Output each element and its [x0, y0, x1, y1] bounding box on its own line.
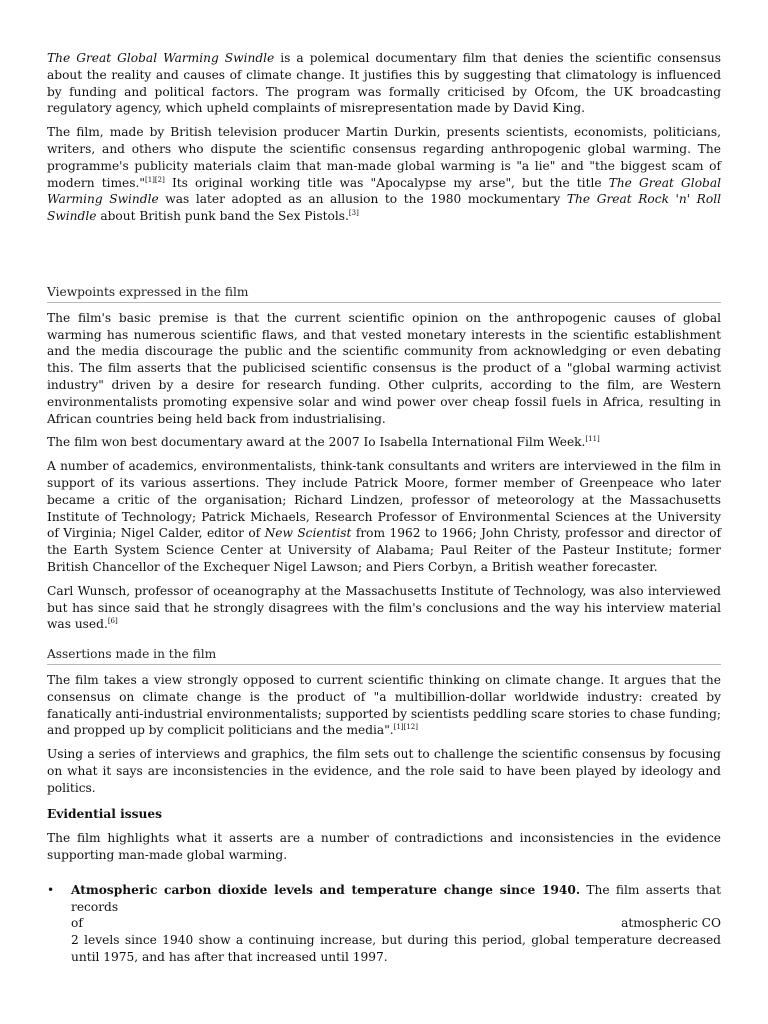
subheading-evidential-issues: Evidential issues	[47, 807, 162, 822]
list-item: • Atmospheric carbon dioxide levels and temperature change since 1940. The film asserts that records of atmospheric CO 2 levels since 1940 show a continuing increase, but during this period, global temperature decreased until 1975, and has after that increased until 1997.	[47, 882, 721, 965]
citation[interactable]: [1][12]	[393, 723, 418, 732]
intro-paragraph-1: The Great Global Warming Swindle is a polemical documentary film that denies the scientific consensus about the reality and causes of climate change. It justifies this by suggesting that climatology is influenced by funding and political factors. The program was formally criticised by Ofcom, the UK broadcasting regulatory agency, which upheld complaints of misrepresentation made by David King.	[47, 51, 721, 116]
document-body	[47, 50, 721, 966]
citation[interactable]: [1][2]	[145, 175, 165, 184]
viewpoints-paragraph-3: A number of academics, environmentalists, think-tank consultants and writers are interviewed in the film in support of its various assertions. They include Patrick Moore, former member of Greenpeace who later became a critic of the organisation; Richard Lindzen, professor of meteorology at the Massachusetts Institute of Technology; Patrick Michaels, Research Professor of Environmental Sciences at the University of Virginia; Nigel Calder, editor of New Scientist from 1962 to 1966; John Christy, professor and director of the Earth System Science Center at University of Alabama; Paul Reiter of the Pasteur Institute; former British Chancellor of the Exchequer Nigel Lawson; and Piers Corbyn, a British weather forecaster.	[47, 459, 721, 574]
intro-paragraph-2: The film, made by British television producer Martin Durkin, presents scientists, economists, politicians, writers, and others who dispute the scientific consensus regarding anthropogenic global warming. The programme's publicity materials claim that man-made global warming is "a lie" and "the biggest scam of modern times."[1][2] Its original working title was "Apocalypse my arse", but the title The Great Global Warming Swindle was later adopted as an allusion to the 1980 mockumentary The Great Rock 'n' Roll Swindle about British punk band the Sex Pistols.[3]	[47, 125, 721, 224]
evidential-paragraph-1: The film highlights what it asserts are a number of contradictions and inconsistencies in the evidence supporting man-made global warming.	[47, 831, 721, 863]
film-title: The Great Global Warming Swindle	[47, 51, 275, 65]
section-heading-assertions: Assertions made in the film	[47, 646, 721, 665]
evidence-list	[47, 882, 721, 966]
citation[interactable]: [11]	[585, 435, 600, 444]
citation[interactable]: [3]	[348, 209, 359, 218]
section-heading-viewpoints: Viewpoints expressed in the film	[47, 284, 721, 303]
viewpoints-paragraph-1: The film's basic premise is that the current scientific opinion on the anthropogenic causes of global warming has numerous scientific flaws, and that vested monetary interests in the scientific establishment and the media discourage the public and the scientific community from acknowledging or even debating this. The film asserts that the publicised scientific consensus is the product of a "global warming activist industry" driven by a desire for research funding. Other culprits, according to the film, are Western environmentalists promoting expensive solar and wind power over cheap fossil fuels in Africa, resulting in African countries being held back from industrialising.	[47, 310, 721, 426]
bullet-icon: •	[47, 882, 55, 897]
viewpoints-paragraph-4: Carl Wunsch, professor of oceanography at the Massachusetts Institute of Technology, was also interviewed but has since said that he strongly disagrees with the film's conclusions and the way his interview material was used.[6]	[47, 583, 721, 632]
assertions-paragraph-2: Using a series of interviews and graphics, the film sets out to challenge the scientific consensus by focusing on what it says are inconsistencies in the evidence, and the role said to have been played by ideology and politics.	[47, 747, 721, 795]
viewpoints-paragraph-2: The film won best documentary award at the 2007 Io Isabella International Film Week.[11]	[47, 435, 600, 450]
assertions-paragraph-1: The film takes a view strongly opposed to current scientific thinking on climate change. It argues that the consensus on climate change is the product of "a multibillion-dollar worldwide industry: created by fanatically anti-industrial environmentalists; supported by scientists peddling scare stories to chase funding; and propped up by complicit politicians and the media".[1][12]	[47, 672, 721, 738]
citation[interactable]: [6]	[107, 617, 118, 626]
